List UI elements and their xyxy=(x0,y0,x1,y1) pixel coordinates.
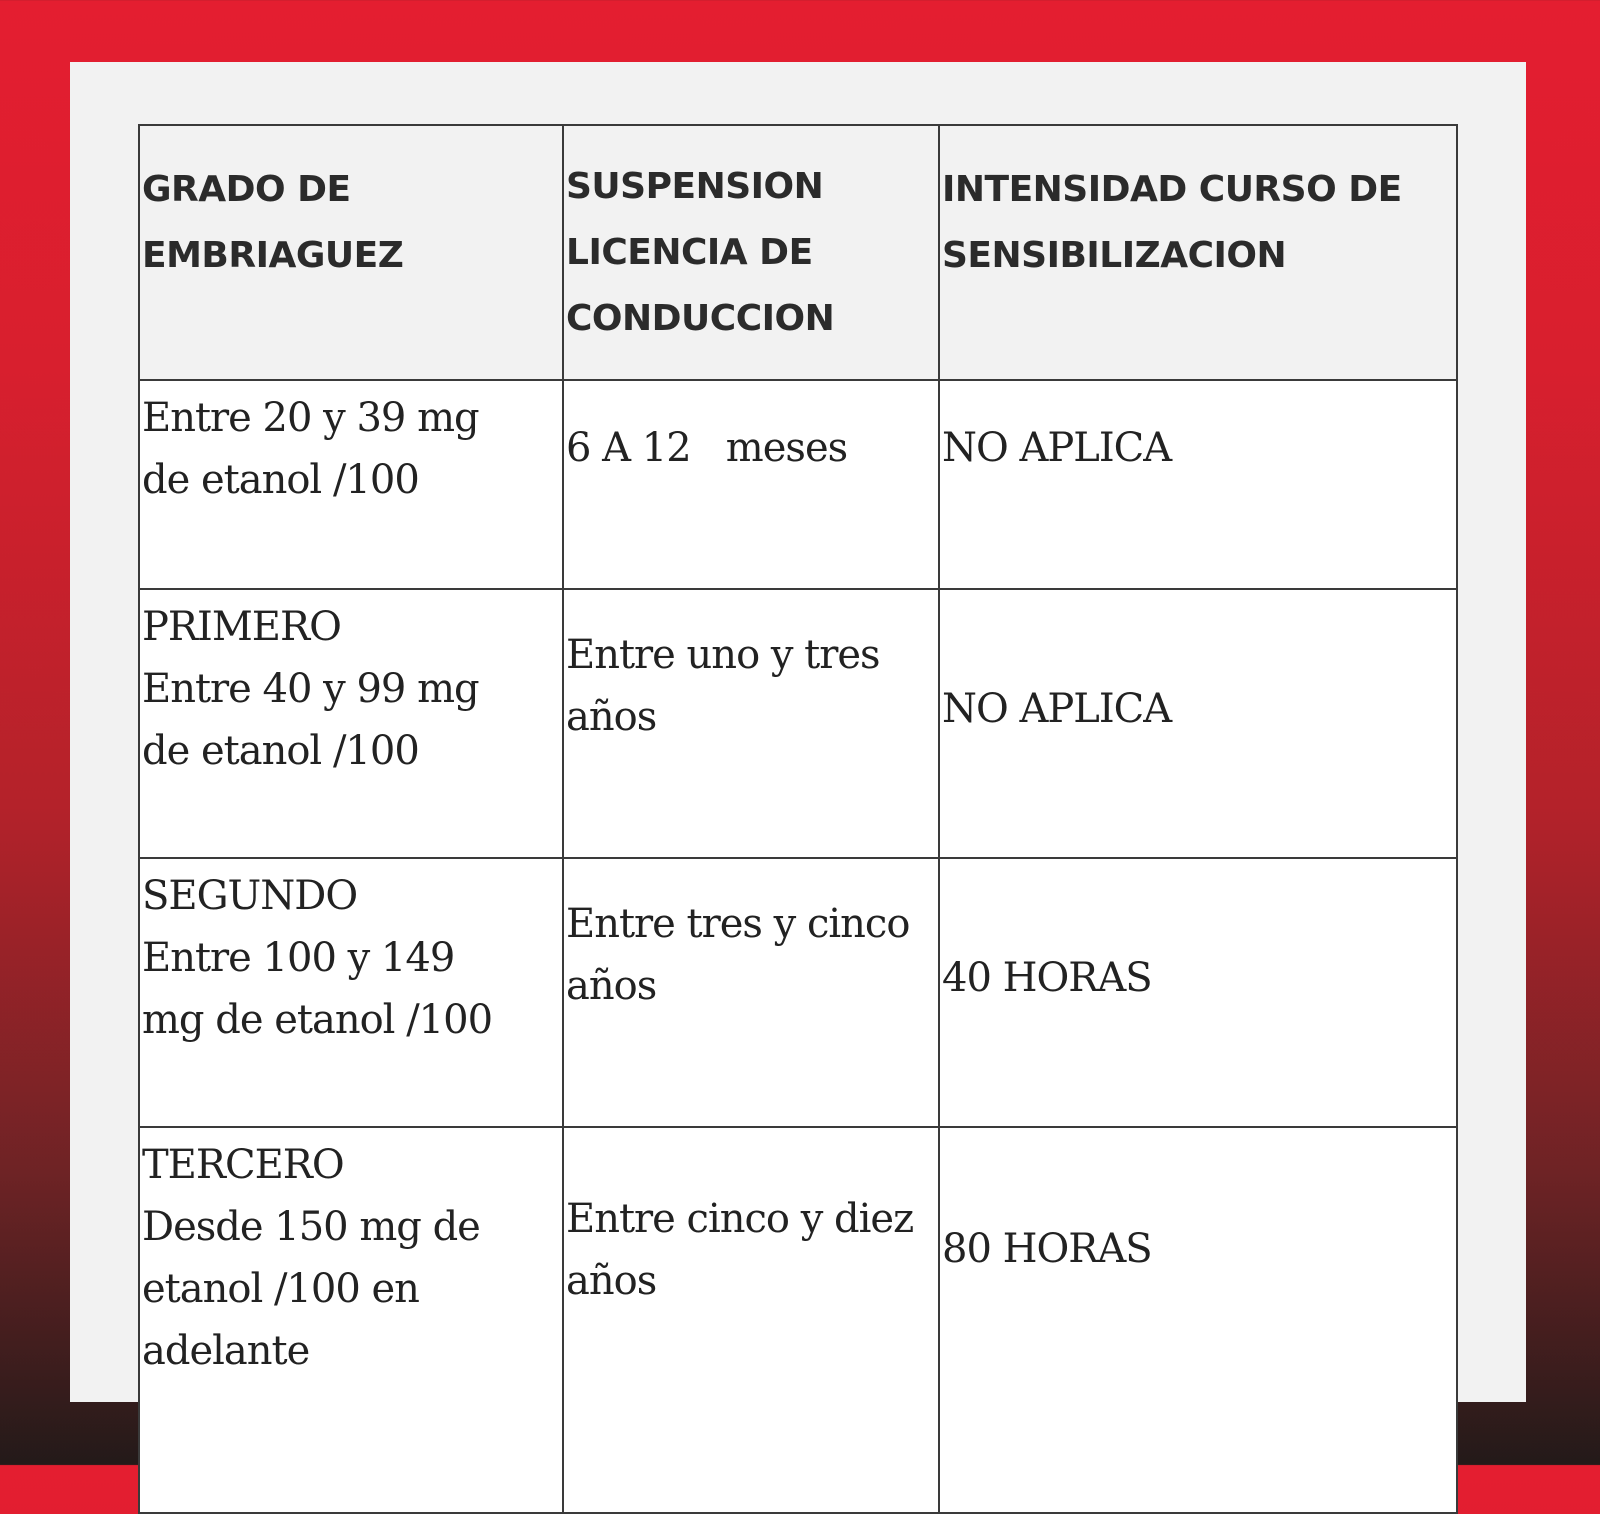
cell-grado: SEGUNDO Entre 100 y 149 mg de etanol /100 xyxy=(139,858,563,1127)
header-label: GRADO DE EMBRIAGUEZ xyxy=(142,168,404,276)
header-intensidad-curso xyxy=(939,125,1457,380)
header-grado-embriaguez xyxy=(139,125,563,380)
table-header-row xyxy=(139,125,1457,380)
cell-intensidad: NO APLICA xyxy=(939,589,1457,858)
cell-suspension: Entre cinco y diez años xyxy=(563,1127,939,1513)
cell-grado: TERCERO Desde 150 mg de etanol /100 en adelante xyxy=(139,1127,563,1513)
cell-intensidad: NO APLICA xyxy=(939,380,1457,589)
cell-suspension: Entre tres y cinco años xyxy=(563,858,939,1127)
table-row xyxy=(139,589,1457,858)
table-row xyxy=(139,1127,1457,1513)
header-label: INTENSIDAD CURSO DE SENSIBILIZACION xyxy=(942,168,1402,276)
cell-grado: Entre 20 y 39 mg de etanol /100 xyxy=(139,380,563,589)
cell-suspension: 6 A 12 meses xyxy=(563,380,939,589)
content-panel xyxy=(70,62,1526,1402)
header-suspension-licencia xyxy=(563,125,939,380)
table-row xyxy=(139,380,1457,589)
header-label: SUSPENSION LICENCIA DE CONDUCCION xyxy=(566,165,835,339)
table-row xyxy=(139,858,1457,1127)
cell-intensidad: 80 HORAS xyxy=(939,1127,1457,1513)
cell-suspension: Entre uno y tres años xyxy=(563,589,939,858)
sanctions-table xyxy=(138,124,1458,1514)
cell-grado: PRIMERO Entre 40 y 99 mg de etanol /100 xyxy=(139,589,563,858)
cell-intensidad: 40 HORAS xyxy=(939,858,1457,1127)
